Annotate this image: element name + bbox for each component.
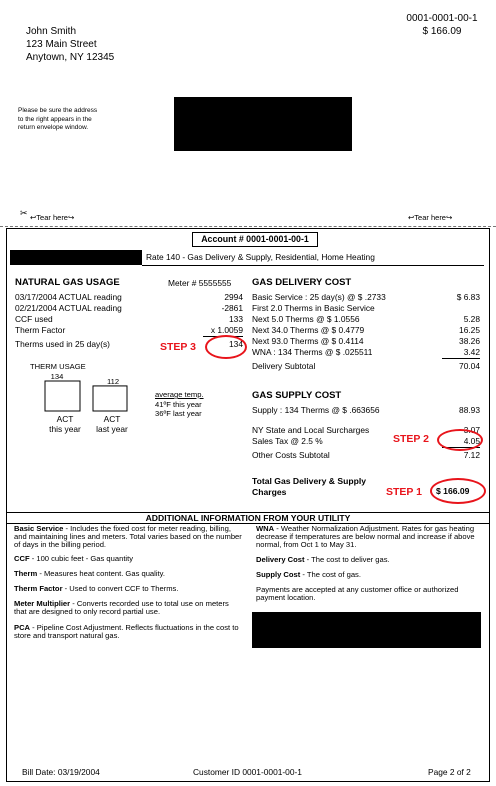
usage-title: NATURAL GAS USAGE <box>15 277 120 288</box>
info-item: WNA - Weather Normalization Adjustment. Rates for gas heating decrease if temperatures are below normal and increase if above normal, from Oct 1 to May 31. <box>256 524 475 550</box>
therm-usage-chart <box>40 372 130 412</box>
therms-used-value: 134 <box>229 339 243 349</box>
scissors-icon: ✂ <box>20 208 28 218</box>
arrow-left-icon: ↩ <box>30 213 37 222</box>
info-item: Meter Multiplier - Converts recorded use to total use on meters that are designed to only record partial use. <box>14 599 229 617</box>
info-item: Payments are accepted at any customer office or authorized payment location. <box>256 585 459 603</box>
redacted-block <box>174 97 352 151</box>
info-item: Therm Factor - Used to convert CCF to Therms. <box>14 584 179 594</box>
customer-name: John Smith <box>26 26 77 37</box>
category-this-year: ACT this year <box>49 414 81 434</box>
stub-account-number: 0001-0001-00-1 <box>406 13 478 24</box>
step3-label: STEP 3 <box>160 341 196 353</box>
tear-line <box>0 226 496 227</box>
step2-highlight <box>437 429 483 451</box>
info-item: CCF - 100 cubic feet - Gas quantity <box>14 553 134 563</box>
bill-date: Bill Date: 03/19/2004 <box>22 767 100 777</box>
customer-address <box>26 25 114 64</box>
info-title: ADDITIONAL INFORMATION FROM YOUR UTILITY <box>145 513 351 523</box>
info-item: PCA - Pipeline Cost Adjustment. Reflects fluctuations in the cost to store and transport natural gas. <box>14 622 239 640</box>
arrow-right-icon: ↪ <box>67 213 75 222</box>
rate-description: Rate 140 - Gas Delivery & Supply, Residential, Home Heating <box>146 252 375 262</box>
bar-value-label: 112 <box>106 376 120 386</box>
bar-value-label: 134 <box>50 372 64 381</box>
tear-here-right: ↩Tear here↪ <box>408 213 453 222</box>
customer-city: Anytown, NY 12345 <box>26 52 115 63</box>
therm-usage-title: THERM USAGE <box>30 362 86 371</box>
delivery-subtotal-label: Delivery Subtotal <box>252 361 316 371</box>
info-item: Supply Cost - The cost of gas. <box>256 569 361 579</box>
info-right-column <box>256 525 482 602</box>
bar-last-year <box>93 386 127 411</box>
usage-row: 02/21/2004 ACTUAL reading <box>15 303 122 313</box>
step2-label: STEP 2 <box>393 433 429 445</box>
meter-number: Meter # 5555555 <box>168 278 232 288</box>
customer-id: Customer ID 0001-0001-00-1 <box>193 767 302 777</box>
sales-tax-value: 4.05 <box>463 436 480 446</box>
info-item: Therm - Measures heat content. Gas quality. <box>14 568 165 578</box>
account-box: Account # 0001-0001-00-1 <box>192 232 318 247</box>
address-notice: Please be sure the address to the right appears in the return envelope window. <box>18 107 98 131</box>
tear-here-left: ↩Tear here↪ <box>30 213 75 222</box>
delivery-title: GAS DELIVERY COST <box>252 277 352 288</box>
usage-row: CCF used <box>15 314 53 324</box>
page-number: Page 2 of 2 <box>428 767 471 777</box>
average-temp: average temp. 41ºF this year 36ºF last year <box>155 390 204 418</box>
info-item: Basic Service - Includes the fixed cost for meter reading, billing, and maintaining lines and meters. Total varies based on the number of days in the billing period. <box>14 524 242 550</box>
total-amount: $ 166.09 <box>436 486 470 496</box>
category-last-year: ACT last year <box>96 414 128 434</box>
usage-row: Therm Factor <box>15 325 66 335</box>
delivery-subtotal: 70.04 <box>459 361 480 371</box>
step1-label: STEP 1 <box>386 486 422 498</box>
arrow-left-icon: ↩ <box>408 213 415 222</box>
delivery-table: Basic Service : 25 day(s) @ $ .2733 $ 6.83 First 2.0 Therms in Basic Service Next 5.0 Therms @ $ 1.0556 5.28 Next 34.0 Therms @ $ 0.4779 16.25 Next 93.0 Therms @ $ 0.4114 38.26 WNA : 134 Therms @ $ .025511 3.42 Delivery Subtotal 70.04 <box>252 292 480 371</box>
info-item: Delivery Cost - The cost to deliver gas. <box>256 554 390 564</box>
supply-table: Supply : 134 Therms @ $ .663656 88.93 NY State and Local Surcharges 3.07 Sales Tax @ 2.5 % 4.05 Other Costs Subtotal 7.12 <box>252 405 480 460</box>
customer-street: 123 Main Street <box>26 39 97 50</box>
bar-this-year <box>45 381 80 411</box>
therms-used-row: Therms used in 25 day(s) <box>15 339 110 349</box>
info-left-column <box>14 525 242 640</box>
supply-title: GAS SUPPLY COST <box>252 390 342 401</box>
arrow-right-icon: ↪ <box>445 213 453 222</box>
redacted-name-bar <box>10 250 142 265</box>
usage-row: 03/17/2004 ACTUAL reading <box>15 292 122 302</box>
stub-amount: $ 166.09 <box>422 26 462 37</box>
step3-highlight <box>205 335 247 359</box>
redacted-payment-block <box>252 612 481 648</box>
total-label: Total Gas Delivery & Supply Charges <box>252 476 366 497</box>
